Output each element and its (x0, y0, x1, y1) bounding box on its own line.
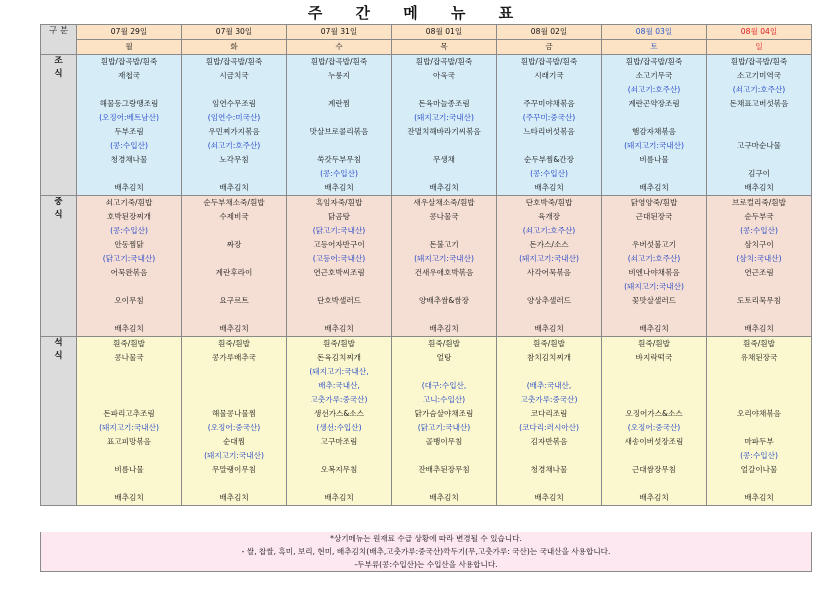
menu-cell (182, 337, 287, 506)
meal-label (41, 337, 77, 506)
menu-item: 안동찜닭 (114, 240, 144, 249)
menu-item: 배추김치 (534, 183, 564, 192)
menu-item: 배추김치 (219, 493, 249, 502)
date-label: 07월 30일 (215, 27, 253, 36)
menu-item: (고등어:국내산) (312, 254, 366, 263)
menu-item: (주꾸미:중국산) (522, 113, 576, 122)
meal-rows (41, 55, 812, 506)
menu-item: (콩:수입산) (320, 169, 358, 178)
gubun-header: 구 분 (41, 25, 77, 55)
menu-item: 배추김치 (744, 183, 774, 192)
menu-item (287, 280, 391, 294)
menu-item: 배추김치 (114, 183, 144, 192)
menu-item (77, 477, 181, 491)
menu-item (392, 308, 496, 322)
menu-item: (돼지고기:국내산) (624, 282, 684, 291)
menu-item: 골뱅이무침 (425, 437, 463, 446)
menu-item: 콩나물국 (429, 212, 459, 221)
menu-item: 배추김치 (429, 324, 459, 333)
menu-item: 얼갈이나물 (740, 465, 778, 474)
date-cell (182, 25, 287, 40)
note-line: - 쌀, 찹쌀, 흑미, 보리, 현미, 배추김치(배추,고춧가루:중국산)깍두기(무,고춧가루: 국산)는 국내산을 사용합니다. (241, 547, 611, 556)
menu-item: (쇠고기:호주산) (627, 254, 681, 263)
menu-item: 흰죽/흰밥 (638, 339, 670, 348)
menu-item: 단호박죽/흰밥 (525, 198, 573, 207)
weekday-cell: 수 (287, 40, 392, 55)
menu-item: 오복지무침 (320, 465, 358, 474)
menu-item (77, 379, 181, 393)
menu-item: 배추김치 (639, 324, 669, 333)
menu-item (707, 477, 811, 491)
menu-item: 돈육김치찌개 (316, 353, 361, 362)
menu-item: 배추김치 (429, 183, 459, 192)
menu-item: 배추김치 (744, 493, 774, 502)
date-row (41, 25, 812, 40)
menu-item (707, 379, 811, 393)
menu-item (707, 280, 811, 294)
menu-item: (돼지고기:국내산) (99, 423, 159, 432)
menu-cell (182, 55, 287, 196)
menu-item: 배추김치 (744, 324, 774, 333)
menu-item: 배추김치 (114, 324, 144, 333)
menu-item: 고등어자반구이 (313, 240, 365, 249)
menu-item (602, 365, 706, 379)
weekday-cell: 월 (77, 40, 182, 55)
menu-item: (배추:국내산, (526, 381, 572, 390)
menu-item: 시금치국 (219, 71, 249, 80)
menu-cell (77, 55, 182, 196)
menu-item: 흰밥/잡곡밥/흰죽 (625, 57, 683, 66)
menu-item: 주꾸미야채볶음 (523, 99, 575, 108)
menu-item: 배추김치 (324, 183, 354, 192)
meal-row (41, 337, 812, 506)
menu-item: 청경채나물 (530, 465, 568, 474)
meal-label-char: 조 (54, 56, 63, 66)
menu-item (77, 308, 181, 322)
menu-item: 고구마순나물 (736, 141, 781, 150)
note-line: -두부류(콩:수입산)는 수입산을 사용합니다. (354, 560, 498, 569)
menu-cell (182, 196, 287, 337)
menu-item: 흰밥/잡곡밥/흰죽 (205, 57, 263, 66)
menu-item (77, 365, 181, 379)
menu-item: 배추김치 (429, 493, 459, 502)
menu-item: 흰죽/흰밥 (218, 339, 250, 348)
menu-item: 흰밥/잡곡밥/흰죽 (730, 57, 788, 66)
menu-item: 흰죽/흰밥 (533, 339, 565, 348)
menu-cell (497, 337, 602, 506)
menu-item: 우버섯불고기 (631, 240, 676, 249)
menu-item (497, 280, 601, 294)
menu-item: 닭가슴살야채조림 (414, 409, 474, 418)
menu-item (287, 111, 391, 125)
menu-item: 재첩국 (117, 71, 140, 80)
notes-box (40, 532, 812, 572)
menu-item: 계란곤약장조림 (628, 99, 680, 108)
menu-item: 양상추샐러드 (526, 296, 571, 305)
menu-cell (602, 337, 707, 506)
menu-item (77, 167, 181, 181)
menu-item: 흰죽/흰밥 (428, 339, 460, 348)
menu-item: 임연수무조림 (211, 99, 256, 108)
menu-item: 계란후라이 (215, 268, 253, 277)
menu-item (392, 280, 496, 294)
weekday-cell: 금 (497, 40, 602, 55)
menu-item (182, 280, 286, 294)
menu-item: 바지락떡국 (635, 353, 673, 362)
weekday-cell: 토 (602, 40, 707, 55)
menu-item: 김자반볶음 (530, 437, 568, 446)
menu-item: (돼지고기:국내산) (519, 254, 579, 263)
menu-item: (돼지고기:국내산) (624, 141, 684, 150)
menu-item (392, 477, 496, 491)
menu-item (602, 477, 706, 491)
menu-item: 돈가스/소스 (529, 240, 569, 249)
menu-item: 우민찌가지볶음 (208, 127, 260, 136)
menu-item: (오징어:베트남산) (99, 113, 159, 122)
page-title: 주 간 메 뉴 표 (307, 4, 528, 22)
menu-item: 배추김치 (114, 493, 144, 502)
menu-item: 유채된장국 (740, 353, 778, 362)
date-label: 08월 01일 (425, 27, 463, 36)
weekday-cell: 목 (392, 40, 497, 55)
menu-item: (콩:수입산) (530, 169, 568, 178)
menu-item (707, 421, 811, 435)
menu-item: 쑥갓두부무침 (316, 155, 361, 164)
meal-label-char: 식 (54, 69, 63, 79)
menu-item: 사각어묵볶음 (526, 268, 571, 277)
menu-item: 요구르트 (219, 296, 249, 305)
menu-item (287, 308, 391, 322)
date-label: 07월 29일 (110, 27, 148, 36)
menu-item: 돈불고기 (429, 240, 459, 249)
menu-item: (생선:수입산) (316, 423, 362, 432)
menu-item (392, 449, 496, 463)
menu-item: (쇠고기:호주산) (207, 141, 261, 150)
menu-item: 콩나물국 (114, 353, 144, 362)
menu-item (707, 365, 811, 379)
weekday-row (41, 40, 812, 55)
menu-item (602, 224, 706, 238)
menu-item: 잔멸치해바라기씨볶음 (407, 127, 481, 136)
date-cell (77, 25, 182, 40)
menu-item: (콩:수입산) (740, 226, 778, 235)
menu-item: 잔배추된장무침 (418, 465, 470, 474)
weekly-menu-table (40, 24, 812, 506)
menu-item: 고춧가루:중국산) (310, 395, 368, 404)
menu-item: 맛살브로콜리볶음 (309, 127, 369, 136)
menu-item: (대구:수입산, (421, 381, 467, 390)
menu-item: 흑임자죽/흰밥 (315, 198, 363, 207)
menu-item: 배추김치 (219, 183, 249, 192)
menu-item: 소고기미역국 (736, 71, 781, 80)
menu-item (392, 83, 496, 97)
menu-cell (707, 196, 812, 337)
menu-item: 배추:국내산, (318, 381, 360, 390)
menu-item (497, 449, 601, 463)
menu-item: 참치김치찌개 (526, 353, 571, 362)
menu-item (497, 139, 601, 153)
menu-item (77, 280, 181, 294)
menu-item (392, 224, 496, 238)
menu-item: (콩:수입산) (110, 226, 148, 235)
menu-item: 배추김치 (219, 324, 249, 333)
menu-item (182, 379, 286, 393)
menu-item: 순두부찜&간장 (524, 155, 574, 164)
menu-item: 비엔나야채볶음 (628, 268, 680, 277)
date-label: 08월 02일 (530, 27, 568, 36)
menu-item: 수제비국 (219, 212, 249, 221)
meal-label-char: 식 (54, 210, 63, 220)
menu-item: 근대된장국 (635, 212, 673, 221)
menu-item: 코다리조림 (530, 409, 568, 418)
menu-item: 건새우애호박볶음 (414, 268, 474, 277)
menu-cell (392, 337, 497, 506)
menu-item: 흰밥/잡곡밥/흰죽 (520, 57, 578, 66)
menu-item: 햄감자채볶음 (631, 127, 676, 136)
menu-item (602, 449, 706, 463)
menu-item (497, 308, 601, 322)
menu-item: 누룽지 (327, 71, 350, 80)
menu-item: 순대찜 (222, 437, 245, 446)
meal-label (41, 196, 77, 337)
menu-item: 소고기무국 (635, 71, 673, 80)
menu-item: (닭고기:국내산) (312, 226, 366, 235)
menu-cell (287, 337, 392, 506)
menu-item (77, 449, 181, 463)
menu-item: 꽃맛살샐러드 (631, 296, 676, 305)
weekday-cell: 일 (707, 40, 812, 55)
menu-item: (콩:수입산) (110, 141, 148, 150)
menu-item: 호박된장찌개 (106, 212, 151, 221)
menu-item (77, 393, 181, 407)
menu-item: 배추김치 (639, 493, 669, 502)
menu-item: (쇠고기:호주산) (522, 226, 576, 235)
menu-item (182, 365, 286, 379)
menu-item: 비름나물 (639, 155, 669, 164)
menu-item: (삼치:국내산) (736, 254, 782, 263)
menu-item: 근대쌈장무침 (631, 465, 676, 474)
menu-item: (오징어:중국산) (207, 423, 261, 432)
menu-item: 오징어가스&소스 (625, 409, 683, 418)
menu-item (707, 153, 811, 167)
menu-item: 흰밥/잡곡밥/흰죽 (310, 57, 368, 66)
meal-row (41, 196, 812, 337)
menu-item: 돈채표고버섯볶음 (729, 99, 789, 108)
menu-item: 무생채 (432, 155, 455, 164)
menu-item: 노각무침 (219, 155, 249, 164)
menu-item: 도토리묵무침 (736, 296, 781, 305)
menu-item: 계란찜 (327, 99, 350, 108)
menu-item: 양배추쌈&쌈장 (419, 296, 469, 305)
menu-item (707, 308, 811, 322)
menu-item: 새송이버섯장조림 (624, 437, 684, 446)
menu-item (497, 477, 601, 491)
menu-item (602, 393, 706, 407)
menu-item: 오이무침 (114, 296, 144, 305)
menu-item: (쇠고기:호주산) (732, 85, 786, 94)
date-cell (707, 25, 812, 40)
menu-item: 흰죽/흰밥 (323, 339, 355, 348)
menu-item (392, 365, 496, 379)
menu-item: 아욱국 (432, 71, 455, 80)
menu-item (707, 393, 811, 407)
menu-item: 배추김치 (324, 324, 354, 333)
menu-item: 배추김치 (324, 493, 354, 502)
menu-item (392, 139, 496, 153)
menu-cell (707, 55, 812, 196)
menu-item: 배추김치 (639, 183, 669, 192)
meal-label-char: 석 (54, 338, 63, 348)
menu-item: 단호박샐러드 (316, 296, 361, 305)
menu-item (287, 449, 391, 463)
date-cell (392, 25, 497, 40)
menu-item: 흰밥/잡곡밥/흰죽 (415, 57, 473, 66)
menu-cell (707, 337, 812, 506)
menu-item (77, 83, 181, 97)
meal-label (41, 55, 77, 196)
menu-item: 배추김치 (534, 324, 564, 333)
menu-cell (77, 337, 182, 506)
menu-item: 육개장 (537, 212, 560, 221)
menu-item (602, 308, 706, 322)
menu-item (287, 477, 391, 491)
menu-item: 고춧가루:중국산) (520, 395, 578, 404)
weekday-cell: 화 (182, 40, 287, 55)
menu-item: 삼치구이 (744, 240, 774, 249)
menu-item: 두부조림 (114, 127, 144, 136)
menu-item: 비름나물 (114, 465, 144, 474)
menu-item: (돼지고기:국내산) (204, 451, 264, 460)
menu-item: 연근조림 (744, 268, 774, 277)
menu-cell (497, 196, 602, 337)
menu-item (392, 167, 496, 181)
date-cell (497, 25, 602, 40)
menu-item (497, 83, 601, 97)
date-cell (602, 25, 707, 40)
menu-item (707, 125, 811, 139)
menu-item: (돼지고기:국내산) (414, 113, 474, 122)
menu-item: (돼지고기:국내산) (414, 254, 474, 263)
menu-item: 쇠고기죽/흰밥 (105, 198, 153, 207)
menu-item (497, 365, 601, 379)
menu-item (602, 167, 706, 181)
menu-cell (602, 196, 707, 337)
menu-item (182, 224, 286, 238)
menu-item: 순두부국 (744, 212, 774, 221)
menu-item: 생선가스&소스 (314, 409, 364, 418)
menu-item: (돼지고기:국내산, (309, 367, 369, 376)
menu-cell (392, 55, 497, 196)
menu-item: (콩:수입산) (740, 451, 778, 460)
menu-item: 표고피망볶음 (106, 437, 151, 446)
menu-item (182, 308, 286, 322)
menu-cell (602, 55, 707, 196)
menu-item: 얼탕 (436, 353, 452, 362)
menu-item: 돈육마늘종조림 (418, 99, 470, 108)
menu-item: 돈파리고추조림 (103, 409, 155, 418)
menu-item: 해물콩나물찜 (211, 409, 256, 418)
menu-item: (임연수:미국산) (207, 113, 261, 122)
menu-item (602, 111, 706, 125)
menu-cell (77, 196, 182, 337)
menu-item: 시래기국 (534, 71, 564, 80)
menu-item: 고구마조림 (320, 437, 358, 446)
menu-item: (오징어:중국산) (627, 423, 681, 432)
menu-item (602, 379, 706, 393)
date-cell (287, 25, 392, 40)
menu-cell (392, 196, 497, 337)
menu-item: 김구이 (747, 169, 770, 178)
meal-label-char: 중 (54, 197, 63, 207)
menu-item (182, 252, 286, 266)
menu-item: 순두부채소죽/흰밥 (203, 198, 265, 207)
menu-item (287, 139, 391, 153)
date-label: 08월 04일 (740, 27, 778, 36)
meal-row (41, 55, 812, 196)
menu-item: 어묵완볶음 (110, 268, 148, 277)
menu-item: (코다리:러시아산) (519, 423, 579, 432)
menu-item: 브로컬리죽/흰밥 (732, 198, 786, 207)
menu-cell (287, 55, 392, 196)
menu-item (707, 111, 811, 125)
menu-item (287, 83, 391, 97)
date-label: 08월 03일 (635, 27, 673, 36)
menu-cell (497, 55, 602, 196)
menu-item: 마파두부 (744, 437, 774, 446)
menu-cell (287, 196, 392, 337)
menu-item: 흰밥/잡곡밥/흰죽 (100, 57, 158, 66)
menu-item: 연근호박씨조림 (313, 268, 365, 277)
menu-item: 짜장 (226, 240, 242, 249)
menu-item: 흰죽/흰밥 (113, 339, 145, 348)
menu-item: 해물동그랑땡조림 (99, 99, 159, 108)
date-label: 07월 31일 (320, 27, 358, 36)
menu-item: 흰죽/흰밥 (743, 339, 775, 348)
menu-item: 느타리버섯볶음 (523, 127, 575, 136)
menu-item (182, 167, 286, 181)
menu-item: 닭영양죽/흰밥 (630, 198, 678, 207)
menu-item: 오리야채볶음 (736, 409, 781, 418)
menu-item: 무말랭이무침 (211, 465, 256, 474)
meal-label-char: 식 (54, 351, 63, 361)
menu-item (182, 477, 286, 491)
menu-item: 청경채나물 (110, 155, 148, 164)
menu-item: 배추김치 (534, 493, 564, 502)
menu-item: 고니:수입산) (422, 395, 466, 404)
menu-item: (닭고기:국내산) (102, 254, 156, 263)
menu-item: 새우살채소죽/흰밥 (413, 198, 475, 207)
menu-item: (쇠고기:호주산) (627, 85, 681, 94)
menu-item: 닭곰탕 (327, 212, 350, 221)
note-line: *상기메뉴는 원재료 수급 상황에 따라 변경될 수 있습니다. (330, 534, 522, 543)
menu-item (182, 83, 286, 97)
menu-item: (닭고기:국내산) (417, 423, 471, 432)
menu-item: 콩가루배추국 (211, 353, 256, 362)
menu-item (182, 393, 286, 407)
